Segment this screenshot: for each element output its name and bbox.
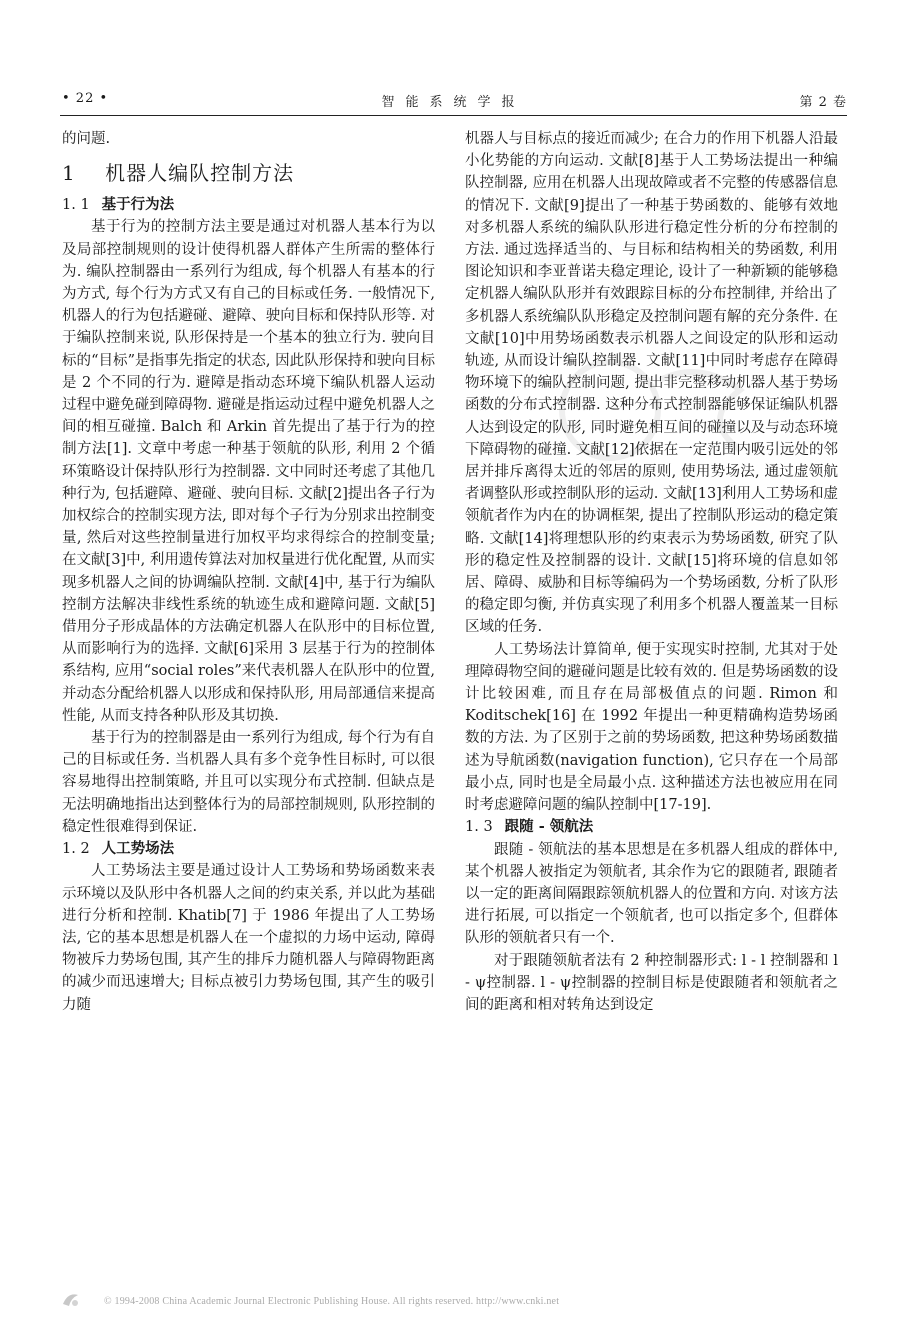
section-heading [62,158,435,188]
paragraph: 人工势场法计算简单, 便于实现实时控制, 尤其对于处理障碍物空间的避碰问题是比较有效的. 但是势场函数的设计比较困难, 而且存在局部极值点的问题. Rimon 和 Koditschek[16] 在 1992 年提出一种更精确构造势场函数的方法. 为了区别于之前的势场函数, 把这种势场函数描述为导航函数(navigation function), 它只存在一个局部最小点, 同时也是全局最小点. 这种描述方法也被应用在同时考虑避障问题的编队控制中[17-19]. [465,641,838,814]
paragraph: 人工势场法主要是通过设计人工势场和势场函数来表示环境以及队形中各机器人之间的约束关系, 并以此为基础进行分析和控制. Khatib[7] 于 1986 年提出了人工势场法, 它的基本思想是机器人在一个虚拟的力场中运动, 障碍物被斥力势场包围, 其产生的排斥力随机器人与障碍物距离的减少而迅速增大; 目标点被引力势场包围, 其产生的吸引力随 [62,863,435,1013]
subsection-heading [62,194,435,216]
running-header [60,91,847,111]
subsection-title: 跟随 - 领航法 [504,818,594,836]
subsection-heading [465,816,838,838]
header-rule [60,115,847,116]
publisher-logo-icon [60,1290,82,1310]
volume-label: 第 2 卷 [799,95,847,110]
paragraph: 对于跟随领航者法有 2 种控制器形式: l - l 控制器和 l - ψ控制器. l - ψ控制器的控制目标是使跟随者和领航者之间的距离和相对转角达到设定 [465,952,838,1013]
section-number: 1 [62,161,76,186]
right-column [465,128,838,1016]
paragraph: 的问题. [62,131,111,147]
paragraph: 基于行为的控制器是由一系列行为组成, 每个行为有自己的目标或任务. 当机器人具有多个竞争性目标时, 可以很容易地得出控制策略, 并且可以实现分布式控制. 但缺点是无法明确地指出达到整体行为的局部控制规则, 队形控制的稳定性很难得到保证. [62,730,435,835]
journal-title: 智能系统学报 [381,95,526,110]
subsection-number: 1. 3 [465,819,493,836]
page-footer [60,1290,847,1314]
paragraph: 跟随 - 领航法的基本思想是在多机器人组成的群体中, 某个机器人被指定为领航者, 其余作为它的跟随者, 跟随者以一定的距离间隔跟踪领航机器人的位置和方向. 对该方法进行拓展, 可以指定一个领航者, 也可以指定多个, 但群体队形的领航者只有一个. [465,841,838,947]
subsection-title: 人工势场法 [101,840,175,858]
subsection-title: 基于行为法 [101,196,175,214]
subsection-number: 1. 1 [62,197,90,214]
page-number: • 22 • [62,91,109,106]
copyright-notice: © 1994-2008 China Academic Journal Electronic Publishing House. All rights reserved. http://www.cnki.net [104,1296,560,1307]
paragraph: 机器人与目标点的接近而减少; 在合力的作用下机器人沿最小化势能的方向运动. 文献[8]基于人工势场法提出一种编队控制器, 应用在机器人出现故障或者不完整的传感器信息的情况下. 文献[9]提出了一种基于势函数的、能够有效地对多机器人系统的编队队形进行稳定性分析的分布控制的方法. 通过选择适当的、与目标和结构相关的势函数, 利用图论知识和李亚普诺夫稳定理论, 设计了一种新颖的能够稳定机器人编队队形并有效跟踪目标的分布控制律, 并给出了多机器人系统编队队形稳定及控制问题有解的充分条件. 在文献[10]中用势场函数表示机器人之间设定的队形和运动轨迹, 从而设计编队控制器. 文献[11]中同时考虑存在障碍物环境下的编队控制问题, 提出非完整移动机器人基于势场函数的分布式控制器. 这种分布式控制器能够保证编队机器人达到设定的队形, 同时避免相互间的碰撞以及与动态环境下障碍物的碰撞. 文献[12]依据在一定范围内吸引远处的邻居并排斥离得太近的邻居的原则, 使用势场法, 通过虚领航者调整队形或控制队形的运动. 文献[13]利用人工势场和虚领航者作为内在的协调框架, 提出了控制队形运动的稳定策略. 文献[14]将理想队形的约束表示为势场函数, 研究了队形的稳定性及控制器的设计. 文献[15]将环境的信息如邻居、障碍、威胁和目标等编码为一个势场函数, 分析了队形的稳定即匀衡, 并仿真实现了利用多个机器人覆盖某一目标区域的任务. [465,131,838,636]
subsection-heading [62,838,435,860]
left-column [62,128,435,1016]
section-title: 机器人编队控制方法 [105,161,295,186]
subsection-number: 1. 2 [62,841,90,858]
paragraph: 基于行为的控制方法主要是通过对机器人基本行为以及局部控制规则的设计使得机器人群体产生所需的整体行为. 编队控制器由一系列行为组成, 每个机器人有基本的行为方式, 每个行为方式又有自己的目标或任务. 一般情况下, 机器人的行为包括避碰、避障、驶向目标和保持队形等. 对于编队控制来说, 队形保持是一个基本的独立行为. 驶向目标的“目标”是指事先指定的状态, 因此队形保持和驶向目标是 2 个不同的行为. 避障是指动态环境下编队机器人运动过程中避免碰到障碍物. 避碰是指运动过程中避免机器人之间的相互碰撞. Balch 和 Arkin 首先提出了基于行为的控制方法[1]. 文章中考虑一种基于领航的队形, 利用 2 个循环策略设计保持队形行为控制器. 文中同时还考虑了其他几种行为, 包括避障、避碰、驶向目标. 文献[2]提出各子行为加权综合的控制实现方法, 即对每个子行为分别求出控制变量, 然后对这些控制量进行加权平均求得综合的控制变量; 在文献[3]中, 利用遗传算法对加权量进行优化配置, 从而实现多机器人之间的协调编队控制. 文献[4]中, 基于行为编队控制方法解决非线性系统的轨迹生成和避障问题. 文献[5]借用分子形成晶体的方法确定机器人在队形中的目标位置, 从而影响行为的选择. 文献[6]采用 3 层基于行为的控制体系结构, 应用“social roles”来代表机器人在队形中的位置, 并动态分配给机器人以形成和保持队形, 用局部通信来提高性能, 从而支持各种队形及其切换. [62,219,435,724]
